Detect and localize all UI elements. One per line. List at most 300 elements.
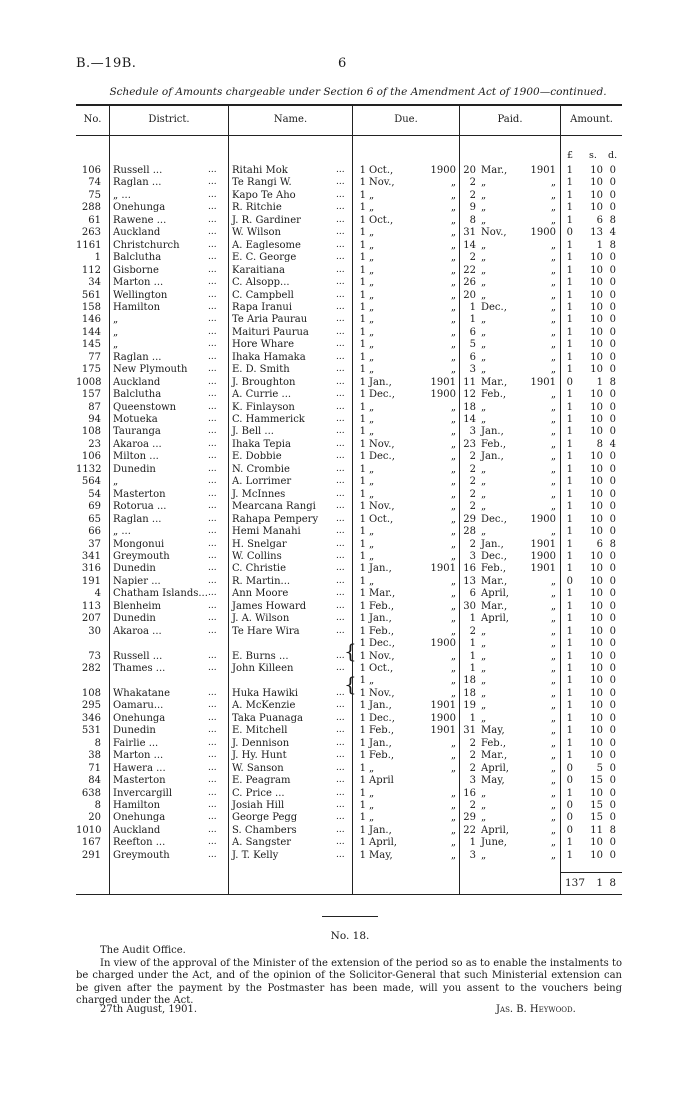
row-paid-day: 3 (469, 364, 476, 376)
row-district: Dunedin (113, 463, 156, 475)
row-name: Maituri Paurua (232, 326, 309, 338)
row-district: Onehunga (113, 712, 166, 724)
row-pence: 0 (609, 750, 616, 762)
row-due-year: „ (450, 575, 456, 587)
row-due-month: „ (369, 227, 375, 239)
row-pence: 0 (609, 650, 616, 662)
row-district: Rawene ... (113, 214, 167, 226)
row-due-year: „ (450, 550, 456, 562)
row-pounds: 1 (566, 638, 573, 650)
row-no: 106 (81, 451, 101, 463)
row-due-month: Dec., (369, 712, 395, 724)
row-paid-day: 2 (469, 799, 476, 811)
row-no: 561 (81, 289, 101, 301)
row-pounds: 1 (566, 625, 573, 637)
row-due-day: 1 (359, 650, 366, 662)
row-pounds: 0 (566, 575, 573, 587)
row-due-day: 1 (359, 725, 366, 737)
row-due-day: 1 (359, 414, 366, 425)
leader-dots: ... (336, 775, 345, 786)
row-paid-month: „ (481, 812, 487, 824)
row-pounds: 0 (566, 824, 573, 836)
leader-dots: ... (336, 389, 345, 400)
row-paid-day: 29 (463, 513, 476, 525)
row-no: 157 (81, 389, 101, 401)
leader-dots: ... (336, 451, 345, 462)
row-due-year: „ (450, 351, 456, 363)
row-name: H. Snelgar (232, 538, 287, 550)
leader-dots: ... (208, 824, 217, 835)
row-pounds: 1 (566, 326, 573, 338)
row-paid-day: 31 (463, 725, 476, 737)
leader-dots: ... (208, 351, 217, 362)
row-pence: 8 (609, 538, 616, 550)
row-no: 77 (88, 351, 101, 363)
row-no: 30 (88, 625, 101, 637)
row-paid-year: „ (550, 438, 556, 450)
row-name: R. Martin... (232, 575, 291, 587)
row-paid-day: 6 (469, 588, 476, 600)
leader-dots: ... (336, 214, 345, 225)
row-name: J. Hy. Hunt (232, 750, 287, 762)
row-paid-month: „ (481, 202, 487, 214)
row-due-day: 1 (359, 638, 366, 650)
row-paid-month: „ (481, 252, 487, 264)
row-shillings: 10 (590, 314, 603, 326)
money-head-pence: d. (608, 150, 618, 161)
row-paid-year: „ (550, 264, 556, 276)
row-no: 1010 (76, 824, 102, 836)
row-name: C. Hammerick (232, 414, 305, 425)
entry-bracket: { (344, 639, 357, 663)
row-district: Hawera ... (113, 762, 166, 774)
row-district: Milton ... (113, 451, 159, 463)
row-pounds: 1 (566, 787, 573, 799)
row-paid-day: 2 (469, 189, 476, 201)
row-due-year: „ (450, 625, 456, 637)
leader-dots: ... (336, 239, 345, 250)
row-district: Raglan ... (113, 177, 162, 189)
row-due-day: 1 (359, 277, 366, 289)
row-pence: 0 (609, 663, 616, 674)
row-due-year: „ (450, 538, 456, 550)
row-paid-month: Mar., (481, 165, 508, 176)
leader-dots: ... (336, 575, 345, 586)
row-due-month: Feb., (369, 750, 395, 762)
row-no: 1161 (76, 239, 102, 251)
row-paid-day: 20 (463, 165, 476, 176)
col-divider-3 (352, 105, 353, 894)
leader-dots: ... (336, 401, 345, 412)
row-district: Motueka (113, 414, 158, 425)
leader-dots: ... (208, 575, 217, 586)
row-district: Gisborne (113, 264, 159, 276)
row-due-year: „ (450, 787, 456, 799)
row-no: 54 (88, 488, 101, 500)
row-district: „ (113, 476, 119, 488)
row-paid-day: 1 (469, 663, 476, 674)
leader-dots: ... (336, 376, 345, 387)
entry-bracket: { (344, 672, 357, 696)
row-pence: 8 (609, 824, 616, 836)
row-shillings: 10 (590, 550, 603, 562)
total-pence: 8 (609, 877, 616, 889)
leader-dots: ... (208, 501, 217, 512)
row-due-month: „ (369, 575, 375, 587)
row-shillings: 10 (590, 202, 603, 214)
row-pence: 0 (609, 326, 616, 338)
row-district: Onehunga (113, 202, 166, 214)
row-pence: 0 (609, 775, 616, 787)
row-paid-day: 2 (469, 488, 476, 500)
row-name: E. C. George (232, 252, 297, 264)
row-name: Ritahi Mok (232, 165, 288, 176)
leader-dots: ... (208, 189, 217, 200)
row-paid-month: April, (481, 613, 509, 625)
row-shillings: 11 (590, 824, 603, 836)
leader-dots: ... (336, 700, 345, 711)
row-name: C. Price ... (232, 787, 285, 799)
row-due-day: 1 (359, 264, 366, 276)
row-pounds: 1 (566, 414, 573, 425)
row-pence: 4 (609, 438, 616, 450)
row-paid-year: „ (550, 588, 556, 600)
table-top-rule (76, 104, 622, 106)
row-due-day: 1 (359, 177, 366, 189)
row-pence: 0 (609, 526, 616, 538)
row-no: 74 (88, 177, 101, 189)
row-due-day: 1 (359, 799, 366, 811)
row-pounds: 1 (566, 252, 573, 264)
row-due-year: „ (450, 476, 456, 488)
row-paid-year: „ (550, 239, 556, 251)
row-paid-month: „ (481, 675, 487, 687)
row-paid-month: Dec., (481, 550, 507, 562)
row-no: 564 (81, 476, 101, 488)
leader-dots: ... (336, 650, 345, 661)
row-paid-month: „ (481, 339, 487, 351)
row-due-day: 1 (359, 625, 366, 637)
row-pounds: 1 (566, 501, 573, 513)
row-shillings: 10 (590, 401, 603, 413)
row-paid-year: 1901 (530, 165, 556, 176)
row-due-year: „ (450, 600, 456, 612)
row-district: Auckland (113, 227, 161, 239)
letter-date: 27th August, 1901. (100, 1004, 198, 1015)
row-due-year: „ (450, 214, 456, 226)
row-no: 346 (81, 712, 101, 724)
row-paid-day: 2 (469, 177, 476, 189)
row-pounds: 1 (566, 650, 573, 662)
leader-dots: ... (336, 326, 345, 337)
row-paid-day: 2 (469, 625, 476, 637)
row-pence: 0 (609, 451, 616, 463)
row-paid-day: 14 (463, 239, 476, 251)
row-paid-day: 31 (463, 227, 476, 239)
leader-dots: ... (208, 389, 217, 400)
row-due-day: 1 (359, 588, 366, 600)
row-due-year: „ (450, 762, 456, 774)
row-pounds: 1 (566, 613, 573, 625)
row-pounds: 1 (566, 550, 573, 562)
row-pounds: 1 (566, 165, 573, 176)
leader-dots: ... (208, 463, 217, 474)
row-due-year: „ (450, 799, 456, 811)
row-pounds: 1 (566, 214, 573, 226)
row-paid-day: 2 (469, 737, 476, 749)
row-due-month: Dec., (369, 638, 395, 650)
row-due-month: „ (369, 787, 375, 799)
row-district: „ ... (113, 189, 131, 201)
col-head-name: Name. (273, 114, 308, 125)
row-paid-month: „ (481, 501, 487, 513)
row-due-year: „ (450, 326, 456, 338)
leader-dots: ... (208, 625, 217, 636)
row-due-year: „ (450, 526, 456, 538)
row-paid-month: „ (481, 638, 487, 650)
row-due-month: Jan., (369, 376, 392, 388)
row-due-month: „ (369, 799, 375, 811)
row-shillings: 10 (590, 849, 603, 861)
leader-dots: ... (336, 812, 345, 823)
row-district: Thames ... (113, 663, 166, 674)
row-pounds: 1 (566, 837, 573, 849)
row-pence: 0 (609, 414, 616, 425)
row-no: 38 (88, 750, 101, 762)
row-paid-year: „ (550, 600, 556, 612)
row-name: J. Broughton (232, 376, 296, 388)
leader-dots: ... (336, 202, 345, 213)
row-due-day: 1 (359, 165, 366, 176)
row-shillings: 10 (590, 463, 603, 475)
row-name: J. A. Wilson (232, 613, 290, 625)
row-due-month: Oct., (369, 513, 394, 525)
row-no: 84 (88, 775, 101, 787)
row-district: Dunedin (113, 563, 156, 575)
leader-dots: ... (336, 252, 345, 263)
row-pounds: 1 (566, 538, 573, 550)
row-paid-day: 19 (463, 700, 476, 712)
row-paid-year: 1900 (530, 550, 556, 562)
row-no: 75 (88, 189, 101, 201)
row-district: Hamilton (113, 301, 161, 313)
row-due-day: 1 (359, 189, 366, 201)
row-pence: 0 (609, 799, 616, 811)
row-paid-year: „ (550, 737, 556, 749)
row-no: 61 (88, 214, 101, 226)
row-no: 8 (94, 737, 101, 749)
row-paid-year: „ (550, 675, 556, 687)
row-pounds: 0 (566, 775, 573, 787)
row-shillings: 10 (590, 638, 603, 650)
row-paid-year: 1900 (530, 513, 556, 525)
row-paid-day: 3 (469, 849, 476, 861)
row-paid-day: 20 (463, 289, 476, 301)
row-paid-year: „ (550, 799, 556, 811)
row-no: 316 (81, 563, 101, 575)
row-due-month: „ (369, 202, 375, 214)
leader-dots: ... (208, 202, 217, 213)
row-paid-day: 3 (469, 550, 476, 562)
row-paid-month: Dec., (481, 513, 507, 525)
row-paid-month: „ (481, 712, 487, 724)
leader-dots: ... (208, 613, 217, 624)
row-pounds: 1 (566, 389, 573, 401)
row-paid-day: 28 (463, 526, 476, 538)
row-paid-year: 1901 (530, 563, 556, 575)
row-due-year: „ (450, 513, 456, 525)
row-name: Mearcana Rangi (232, 501, 316, 513)
row-shillings: 6 (596, 538, 603, 550)
row-shillings: 10 (590, 389, 603, 401)
row-pence: 0 (609, 264, 616, 276)
row-due-year: „ (450, 202, 456, 214)
row-paid-day: 1 (469, 638, 476, 650)
row-due-year: 1901 (430, 700, 456, 712)
row-paid-year: „ (550, 750, 556, 762)
row-shillings: 10 (590, 364, 603, 376)
row-due-month: „ (369, 488, 375, 500)
row-paid-month: „ (481, 364, 487, 376)
row-district: Balclutha (113, 389, 162, 401)
row-due-month: Oct., (369, 214, 394, 226)
row-paid-month: „ (481, 476, 487, 488)
row-due-month: „ (369, 314, 375, 326)
leader-dots: ... (208, 849, 217, 860)
row-pounds: 1 (566, 289, 573, 301)
total-shillings: 1 (596, 877, 603, 889)
row-district: Hamilton (113, 799, 161, 811)
row-pounds: 1 (566, 301, 573, 313)
row-name: Te Rangi W. (232, 177, 292, 189)
row-shillings: 10 (590, 177, 603, 189)
row-due-year: 1900 (430, 165, 456, 176)
row-no: 34 (88, 277, 101, 289)
leader-dots: ... (336, 712, 345, 723)
row-pence: 0 (609, 675, 616, 687)
row-pounds: 0 (566, 227, 573, 239)
row-name: J. McInnes (232, 488, 286, 500)
row-district: Blenheim (113, 600, 161, 612)
row-pounds: 1 (566, 526, 573, 538)
col-divider-5 (560, 105, 561, 894)
leader-dots: ... (336, 426, 345, 437)
leader-dots: ... (208, 364, 217, 375)
row-name: Rahapa Pempery (232, 513, 319, 525)
row-no: 23 (88, 438, 101, 450)
row-shillings: 10 (590, 650, 603, 662)
row-name: Ihaka Tepia (232, 438, 291, 450)
row-due-month: Jan., (369, 700, 392, 712)
row-due-day: 1 (359, 613, 366, 625)
leader-dots: ... (208, 451, 217, 462)
leader-dots: ... (336, 563, 345, 574)
row-due-day: 1 (359, 451, 366, 463)
row-shillings: 10 (590, 600, 603, 612)
row-paid-day: 2 (469, 750, 476, 762)
leader-dots: ... (208, 725, 217, 736)
row-pence: 0 (609, 849, 616, 861)
row-pounds: 1 (566, 277, 573, 289)
row-due-month: Dec., (369, 389, 395, 401)
row-paid-year: „ (550, 214, 556, 226)
row-paid-day: 6 (469, 351, 476, 363)
row-pounds: 0 (566, 799, 573, 811)
row-paid-year: „ (550, 389, 556, 401)
row-district: „ (113, 339, 119, 351)
row-paid-year: „ (550, 326, 556, 338)
row-due-day: 1 (359, 214, 366, 226)
row-due-year: „ (450, 750, 456, 762)
row-pounds: 1 (566, 563, 573, 575)
row-district: Dunedin (113, 725, 156, 737)
row-pounds: 1 (566, 351, 573, 363)
row-paid-day: 26 (463, 277, 476, 289)
row-pounds: 1 (566, 712, 573, 724)
row-paid-month: „ (481, 289, 487, 301)
row-due-year: „ (450, 314, 456, 326)
leader-dots: ... (336, 824, 345, 835)
row-district: Invercargill (113, 787, 173, 799)
row-district: Fairlie ... (113, 737, 159, 749)
row-name: W. Wilson (232, 227, 281, 239)
row-district: Masterton (113, 775, 166, 787)
row-pounds: 1 (566, 476, 573, 488)
row-paid-year: „ (550, 401, 556, 413)
leader-dots: ... (208, 588, 217, 599)
row-pence: 0 (609, 700, 616, 712)
row-pence: 0 (609, 563, 616, 575)
leader-dots: ... (336, 501, 345, 512)
row-shillings: 10 (590, 787, 603, 799)
row-name: Huka Hawiki (232, 687, 299, 699)
row-district: Marton ... (113, 277, 164, 289)
row-district: New Plymouth (113, 364, 188, 376)
row-due-year: 1901 (430, 376, 456, 388)
row-no: 20 (88, 812, 101, 824)
row-pounds: 1 (566, 401, 573, 413)
row-no: 167 (81, 837, 101, 849)
leader-dots: ... (336, 663, 345, 673)
row-due-day: 1 (359, 663, 366, 674)
row-paid-year: „ (550, 202, 556, 214)
row-no: 146 (81, 314, 101, 326)
row-due-month: „ (369, 239, 375, 251)
row-pounds: 1 (566, 239, 573, 251)
row-name: E. D. Smith (232, 364, 290, 376)
row-pounds: 1 (566, 426, 573, 438)
leader-dots: ... (208, 438, 217, 449)
row-name: Hore Whare (232, 339, 294, 351)
row-pence: 0 (609, 301, 616, 313)
row-name: E. Burns ... (232, 650, 289, 662)
leader-dots: ... (336, 837, 345, 848)
row-paid-month: „ (481, 625, 487, 637)
row-pence: 0 (609, 837, 616, 849)
leader-dots: ... (208, 252, 217, 263)
row-due-year: „ (450, 675, 456, 687)
leader-dots: ... (336, 526, 345, 537)
row-paid-year: „ (550, 687, 556, 699)
row-paid-year: „ (550, 301, 556, 313)
row-paid-month: Mar., (481, 600, 508, 612)
row-paid-day: 1 (469, 650, 476, 662)
leader-dots: ... (336, 613, 345, 624)
leader-dots: ... (208, 563, 217, 574)
leader-dots: ... (208, 787, 217, 798)
row-due-month: „ (369, 252, 375, 264)
leader-dots: ... (208, 812, 217, 823)
